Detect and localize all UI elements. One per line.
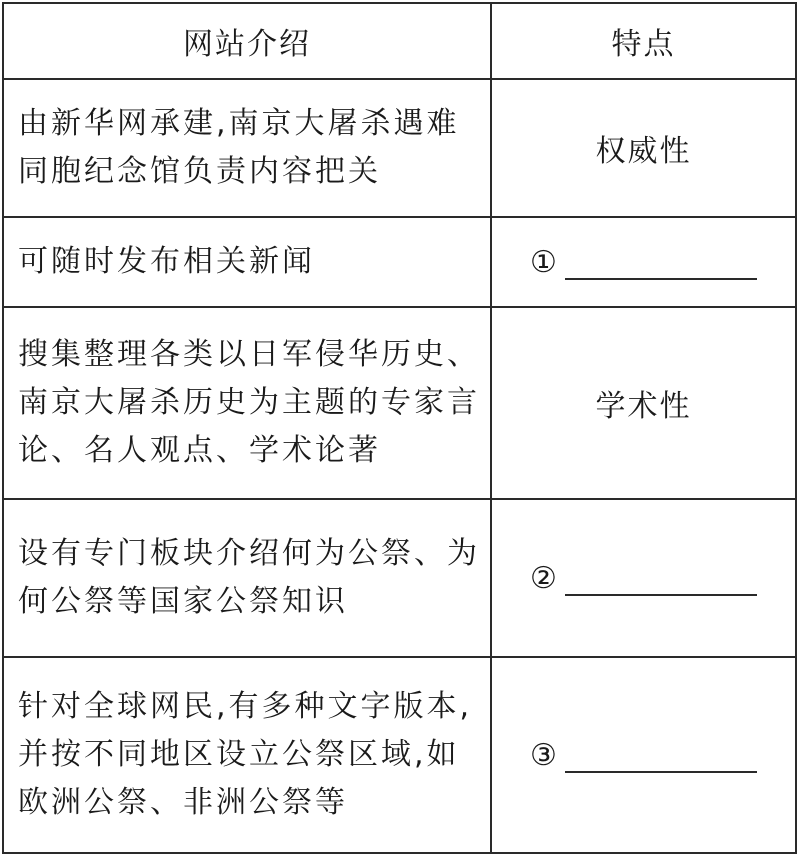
intro-cell: 设有专门板块介绍何为公祭、为何公祭等国家公祭知识 <box>3 499 491 657</box>
table-row <box>3 79 796 217</box>
fill-in-line[interactable] <box>565 248 757 280</box>
table-row <box>3 499 796 657</box>
feature-cell: 权威性 <box>491 79 796 217</box>
blank-number-marker: ② <box>530 560 559 596</box>
blank-number-marker: ③ <box>530 737 559 773</box>
feature-cell <box>491 657 796 853</box>
intro-cell: 搜集整理各类以日军侵华历史、南京大屠杀历史为主题的专家言论、名人观点、学术论著 <box>3 307 491 499</box>
intro-cell: 可随时发布相关新闻 <box>3 217 491 307</box>
feature-cell: 学术性 <box>491 307 796 499</box>
table-row <box>3 307 796 499</box>
header-website-intro: 网站介绍 <box>3 3 491 79</box>
website-features-table <box>2 2 797 854</box>
table-row <box>3 657 796 853</box>
feature-cell <box>491 499 796 657</box>
answer-blank <box>530 739 757 773</box>
feature-cell <box>491 217 796 307</box>
answer-blank <box>530 562 757 596</box>
table-row <box>3 217 796 307</box>
blank-number-marker: ① <box>530 244 559 280</box>
intro-cell: 针对全球网民,有多种文字版本,并按不同地区设立公祭区域,如欧洲公祭、非洲公祭等 <box>3 657 491 853</box>
table-header-row <box>3 3 796 79</box>
intro-cell: 由新华网承建,南京大屠杀遇难同胞纪念馆负责内容把关 <box>3 79 491 217</box>
header-feature: 特点 <box>491 3 796 79</box>
answer-blank <box>530 246 757 280</box>
fill-in-line[interactable] <box>565 564 757 596</box>
fill-in-line[interactable] <box>565 741 757 773</box>
